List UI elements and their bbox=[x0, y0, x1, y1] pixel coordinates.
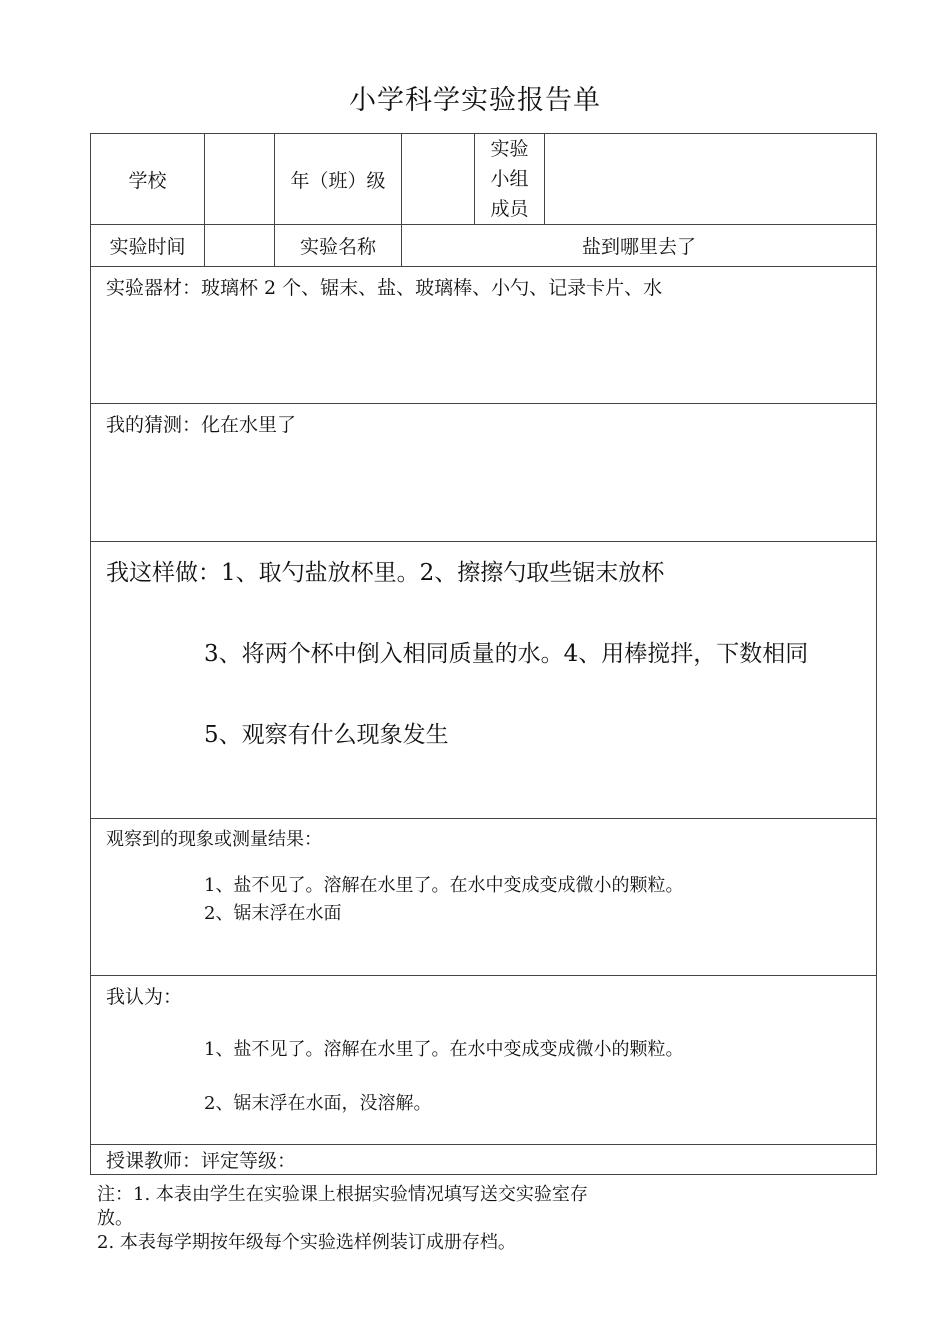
procedure-line-2: 3、将两个杯中倒入相同质量的水。4、用棒搅拌，下数相同 bbox=[204, 641, 809, 667]
observation-section bbox=[91, 819, 877, 976]
members-label bbox=[475, 134, 545, 225]
procedure-line-1: 我这样做：1、取勺盐放杯里。2、擦擦勺取些锯末放杯 bbox=[106, 560, 665, 586]
observation-item: 1、盐不见了。溶解在水里了。在水中变成变成微小的颗粒。 bbox=[204, 875, 684, 896]
conclusion-section bbox=[91, 976, 877, 1145]
procedure-section bbox=[91, 542, 877, 819]
school-label: 学校 bbox=[91, 134, 205, 225]
conclusion-label: 我认为： bbox=[106, 986, 183, 1008]
note-line: 注：1. 本表由学生在实验课上根据实验情况填写送交实验室存 bbox=[97, 1184, 588, 1205]
observation-label: 观察到的现象或测量结果： bbox=[106, 829, 322, 850]
experiment-name-label: 实验名称 bbox=[275, 225, 402, 267]
notes bbox=[97, 1183, 697, 1255]
materials-text: 实验器材：玻璃杯 2 个、锯末、盐、玻璃棒、小勺、记录卡片、水 bbox=[106, 277, 663, 299]
note-line: 放。 bbox=[97, 1208, 133, 1229]
members-label-line: 成员 bbox=[490, 198, 529, 220]
guess-text: 我的猜测：化在水里了 bbox=[106, 414, 297, 436]
report-table bbox=[90, 133, 877, 1175]
observation-item: 2、锯末浮在水面 bbox=[204, 903, 342, 924]
conclusion-item: 1、盐不见了。溶解在水里了。在水中变成变成微小的颗粒。 bbox=[204, 1039, 684, 1060]
members-field[interactable] bbox=[545, 134, 877, 225]
time-label: 实验时间 bbox=[91, 225, 205, 267]
members-label-line: 实验 bbox=[490, 138, 529, 160]
materials-section bbox=[91, 267, 877, 404]
school-field[interactable] bbox=[205, 134, 275, 225]
teacher-grade-text: 授课教师：评定等级： bbox=[106, 1150, 297, 1172]
page-title: 小学科学实验报告单 bbox=[349, 85, 601, 116]
footer-row bbox=[91, 1145, 877, 1175]
members-label-line: 小组 bbox=[490, 168, 529, 190]
procedure-line-3: 5、观察有什么现象发生 bbox=[204, 722, 449, 748]
note-line: 2. 本表每学期按年级每个实验选样例装订成册存档。 bbox=[97, 1232, 516, 1253]
experiment-name-field[interactable]: 盐到哪里去了 bbox=[402, 225, 877, 267]
grade-label: 年（班）级 bbox=[275, 134, 402, 225]
grade-field[interactable] bbox=[402, 134, 475, 225]
time-field[interactable] bbox=[205, 225, 275, 267]
conclusion-item: 2、锯末浮在水面，没溶解。 bbox=[204, 1093, 432, 1114]
guess-section bbox=[91, 404, 877, 542]
